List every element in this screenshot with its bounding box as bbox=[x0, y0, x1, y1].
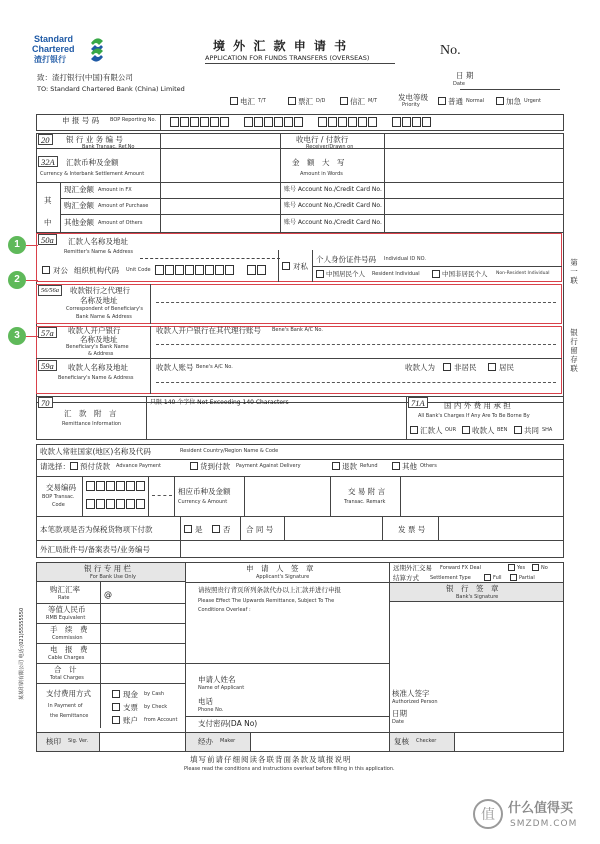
individual-label: 对私 bbox=[293, 262, 308, 271]
settlement-partial-checkbox[interactable] bbox=[510, 574, 517, 581]
bank-signature-label-cn: 银 行 签 章 bbox=[446, 584, 499, 593]
commission-label-cn: 手 续 费 bbox=[50, 625, 88, 634]
bank-copy-label: 银行留存联 bbox=[570, 328, 578, 373]
charges-ben-cn: 收款人 bbox=[472, 426, 495, 435]
pay-check-en: by Check bbox=[144, 704, 168, 710]
digit-cell[interactable] bbox=[220, 117, 229, 127]
charges-our-en: OUR bbox=[445, 427, 457, 433]
digit-cell[interactable] bbox=[175, 265, 184, 275]
forward-no-label: No bbox=[541, 565, 548, 571]
digit-cell[interactable] bbox=[200, 117, 209, 127]
approval-no-label: 外汇局批件号/备案表号/业务编号 bbox=[40, 545, 151, 554]
bop-currency-label-cn: 相应币种及金额 bbox=[178, 487, 231, 496]
bop-number-cells[interactable] bbox=[170, 117, 550, 128]
correspondent-label-en2: Bank Name & Address bbox=[76, 314, 132, 320]
sig-verify-en: Sig. Ver. bbox=[68, 738, 89, 744]
digit-cell[interactable] bbox=[195, 265, 204, 275]
digit-cell[interactable] bbox=[106, 481, 115, 491]
digit-cell[interactable] bbox=[348, 117, 357, 127]
unit-code-label-cn: 组织机构代码 bbox=[74, 266, 119, 275]
printer-info: 某某印刷有限公司 电话:(021)55555550 bbox=[19, 607, 25, 700]
digit-cell[interactable] bbox=[126, 481, 135, 491]
purchase-account-label: 账号 Account No./Credit Card No. bbox=[284, 202, 382, 209]
logo-line2: Chartered bbox=[32, 44, 75, 54]
rate-at-sign: @ bbox=[104, 590, 112, 599]
charges-sha-cn: 共同 bbox=[524, 426, 539, 435]
digit-cell[interactable] bbox=[338, 117, 347, 127]
maker-cn: 经办 bbox=[198, 737, 213, 746]
applicant-signature-label-en: Applicant's Signature bbox=[256, 574, 310, 580]
resident-label-en: Resident Individual bbox=[372, 271, 420, 277]
other-amount-label-en: Amount of Others bbox=[98, 220, 143, 226]
digit-cell[interactable] bbox=[155, 265, 164, 275]
receiver-label-cn: 收电行 / 付款行 bbox=[296, 135, 349, 144]
bene-nonresident-label: 非居民 bbox=[454, 363, 477, 372]
bop-currency-label-en: Currency & Amount bbox=[178, 499, 228, 505]
digit-cell[interactable] bbox=[170, 117, 179, 127]
rate-label-cn: 购汇汇率 bbox=[50, 585, 80, 594]
digit-cell[interactable] bbox=[392, 117, 401, 127]
bonded-yes-label: 是 bbox=[195, 525, 203, 534]
digit-cell[interactable] bbox=[215, 265, 224, 275]
watermark bbox=[472, 796, 596, 836]
digit-cell[interactable] bbox=[264, 117, 273, 127]
bonded-no-label: 否 bbox=[223, 525, 231, 534]
advance-payment-checkbox[interactable] bbox=[70, 462, 78, 470]
authorization-text-en2: Conditions Overleaf : bbox=[198, 607, 251, 613]
char-limit-note: 只限 140 个字位 Not Exceeding 140 Characters bbox=[150, 399, 289, 406]
settlement-full-label: Full bbox=[493, 575, 502, 581]
charges-ben-en: BEN bbox=[497, 427, 508, 433]
forward-fx-label-en: Forward FX Deal bbox=[440, 565, 481, 571]
pay-account-en: from Account bbox=[144, 717, 178, 723]
charges-ben-checkbox[interactable] bbox=[462, 426, 470, 434]
remittance-info-label-en: Remittance Information bbox=[62, 421, 122, 427]
bene-bank-label-en1: Beneficiary's Bank Name bbox=[66, 344, 129, 350]
nonresident-label-cn: 中国非居民个人 bbox=[442, 270, 488, 278]
normal-label-cn: 普通 bbox=[448, 97, 463, 106]
total-label-cn: 合 计 bbox=[54, 665, 77, 674]
urgent-label-cn: 加急 bbox=[506, 97, 521, 106]
annotation-badge-3: 3 bbox=[8, 327, 26, 345]
checker-en: Checker bbox=[416, 738, 437, 744]
notice-en: Please read the conditions and instructions overleaf before filling in this application. bbox=[184, 766, 395, 772]
applicant-name-label-cn: 申请人姓名 bbox=[198, 675, 236, 684]
receiver-label-en: Receiver/Drawn on bbox=[306, 144, 354, 150]
bene-resident-checkbox[interactable] bbox=[488, 363, 496, 371]
pay-cash-checkbox[interactable] bbox=[112, 690, 120, 698]
charges-label-cn: 国 内 外 费 用 承 担 bbox=[444, 401, 511, 410]
rate-label-en: Rate bbox=[58, 595, 70, 601]
auth-date-label-en: Date bbox=[392, 719, 404, 725]
pay-account-cn: 账户 bbox=[123, 716, 138, 725]
id-number-label-cn: 个人身份证件号码 bbox=[316, 255, 376, 264]
forward-yes-label: Yes bbox=[517, 565, 526, 571]
digit-cell[interactable] bbox=[402, 117, 411, 127]
date-label-en: Date bbox=[453, 81, 465, 87]
digit-cell[interactable] bbox=[185, 265, 194, 275]
to-bank-cn: 致：渣打银行(中国)有限公司 bbox=[37, 73, 133, 82]
resident-label-cn: 中国居民个人 bbox=[326, 270, 365, 278]
digit-cell[interactable] bbox=[96, 481, 105, 491]
payment-method-label-cn: 支付费用方式 bbox=[46, 689, 91, 698]
mt-checkbox[interactable] bbox=[340, 97, 348, 105]
digit-cell[interactable] bbox=[116, 499, 125, 509]
fx-account-label: 账号 Account No./Credit Card No. bbox=[284, 186, 382, 193]
field-71a-code: 71A bbox=[408, 397, 428, 408]
digit-cell[interactable] bbox=[96, 499, 105, 509]
resident-individual-checkbox[interactable] bbox=[316, 270, 324, 278]
resident-country-label-en: Resident Country/Region Name & Code bbox=[180, 448, 279, 454]
annotation-badge-2: 2 bbox=[8, 271, 26, 289]
digit-cell[interactable] bbox=[116, 481, 125, 491]
nonresident-label-en: Non-Resident Individual bbox=[496, 271, 550, 276]
authorization-text-cn: 请按照贵行背页所列条款代办以上汇款并进行申报 bbox=[198, 586, 341, 594]
digit-cell[interactable] bbox=[274, 117, 283, 127]
bonded-yes-checkbox[interactable] bbox=[184, 525, 192, 533]
refund-checkbox[interactable] bbox=[332, 462, 340, 470]
nature-select-label: 请选择： bbox=[40, 462, 70, 471]
others-cn: 其他 bbox=[402, 462, 417, 471]
correspondent-label-en1: Correspondent of Beneficiary's bbox=[66, 306, 144, 312]
logo-line1: Standard bbox=[34, 34, 74, 44]
fx-amount-label-cn: 现汇金额 bbox=[64, 185, 94, 194]
bank-ref-label-en: Bank Transac. Ref.No bbox=[82, 144, 135, 150]
remittance-info-label-cn: 汇 款 附 言 bbox=[64, 409, 117, 418]
authorized-label-cn: 核准人签字 bbox=[392, 689, 430, 698]
amount-words-label-cn: 金 额 大 写 bbox=[292, 158, 345, 167]
authorization-text-en1: Please Effect The Upwards Remittance, Subject To The bbox=[198, 598, 335, 604]
tt-label-en: T/T bbox=[258, 98, 266, 104]
correspondent-label-cn2: 名称及地址 bbox=[80, 296, 118, 305]
field-32a-code: 32A bbox=[38, 156, 58, 167]
pay-account-checkbox[interactable] bbox=[112, 716, 120, 724]
digit-cell[interactable] bbox=[86, 499, 95, 509]
digit-cell[interactable] bbox=[86, 481, 95, 491]
normal-label-en: Normal bbox=[466, 98, 485, 104]
field-20-code: 20 bbox=[38, 134, 53, 145]
bene-resident-label: 居民 bbox=[499, 363, 514, 372]
payment-delivery-cn: 货到付款 bbox=[200, 462, 230, 471]
unit-code-cells[interactable] bbox=[155, 265, 275, 276]
form-title-en: APPLICATION FOR FUNDS TRANSFERS (OVERSEAS) bbox=[205, 54, 370, 62]
digit-cell[interactable] bbox=[257, 265, 266, 275]
bene-bank-label-cn2: 名称及地址 bbox=[80, 335, 118, 344]
bop-code-cells-1[interactable] bbox=[86, 481, 146, 492]
forward-fx-label-cn: 远期外汇交易 bbox=[393, 564, 432, 572]
svg-text:值: 值 bbox=[481, 807, 495, 823]
id-number-label-en: Individual ID NO. bbox=[384, 256, 426, 262]
settlement-partial-label: Partial bbox=[519, 575, 535, 581]
payment-method-label-en1: In Payment of bbox=[48, 703, 83, 709]
commission-label-en: Commission bbox=[52, 635, 83, 641]
digit-cell[interactable] bbox=[318, 117, 327, 127]
sig-verify-cn: 核印 bbox=[46, 737, 61, 746]
cable-label-en: Cable Charges bbox=[48, 655, 85, 661]
individual-checkbox[interactable] bbox=[282, 262, 290, 270]
pay-check-checkbox[interactable] bbox=[112, 703, 120, 711]
bop-remark-label-cn: 交 易 附 言 bbox=[348, 487, 386, 496]
settlement-label-cn: 结算方式 bbox=[393, 574, 419, 582]
corporate-label: 对公 bbox=[53, 266, 68, 275]
other-side-label: 其中 bbox=[44, 196, 52, 227]
bop-code-label-en2: Code bbox=[52, 502, 65, 508]
purchase-amount-label-cn: 购汇金额 bbox=[64, 201, 94, 210]
correspondent-label-cn1: 收款银行之代理行 bbox=[70, 286, 130, 295]
field-56a-code: 56/56a bbox=[38, 285, 62, 296]
digit-cell[interactable] bbox=[106, 499, 115, 509]
auth-date-label-cn: 日期 bbox=[392, 709, 407, 718]
digit-cell[interactable] bbox=[165, 265, 174, 275]
applicant-phone-label-cn: 电话 bbox=[198, 697, 213, 706]
bene-bank-acct-label-en: Bene's Bank A/C No. bbox=[272, 327, 323, 333]
form-title-cn: 境 外 汇 款 申 请 书 bbox=[213, 39, 349, 53]
nature-options bbox=[70, 460, 550, 474]
settlement-label-en: Settlement Type bbox=[430, 575, 471, 581]
digit-cell[interactable] bbox=[190, 117, 199, 127]
contract-no-label: 合 同 号 bbox=[246, 525, 274, 534]
checker-cn: 复核 bbox=[394, 737, 409, 746]
field-59a-code: 59a bbox=[38, 360, 57, 371]
urgent-checkbox[interactable] bbox=[496, 97, 504, 105]
total-label-en: Total Charges bbox=[50, 675, 84, 681]
forward-no-checkbox[interactable] bbox=[532, 564, 539, 571]
bop-code-cells-2[interactable] bbox=[86, 499, 146, 510]
resident-country-label-cn: 收款人常驻国家(地区)名称及代码 bbox=[40, 447, 151, 456]
digit-cell[interactable] bbox=[180, 117, 189, 127]
other-account-label: 账号 Account No./Credit Card No. bbox=[284, 219, 382, 226]
amount-words-label-en: Amount in Words bbox=[300, 171, 343, 177]
applicant-signature-label-cn: 申 请 人 签 章 bbox=[246, 564, 314, 573]
invoice-no-label: 发 票 号 bbox=[398, 525, 426, 534]
date-label-cn: 日 期 bbox=[456, 71, 474, 80]
authorized-label-en: Authorized Person bbox=[392, 699, 438, 705]
bop-remark-label-en: Transac. Remark bbox=[344, 499, 386, 505]
others-en: Others bbox=[420, 463, 437, 469]
bene-acct-label-cn: 收款人账号 bbox=[156, 363, 194, 372]
unit-code-label-en: Unit Code bbox=[126, 267, 151, 273]
mt-label-en: M/T bbox=[368, 98, 378, 104]
digit-cell[interactable] bbox=[422, 117, 431, 127]
bonded-goods-label: 本笔款项是否为保税货物项下付款 bbox=[40, 525, 153, 534]
bop-code-label-en1: BOP Transac. bbox=[42, 494, 75, 500]
corporate-checkbox[interactable] bbox=[42, 266, 50, 274]
digit-cell[interactable] bbox=[294, 117, 303, 127]
remitter-label-en: Remitter's Name & Address bbox=[64, 249, 133, 255]
charges-sha-en: SHA bbox=[542, 427, 553, 433]
rmb-label-en: RMB Equivalent bbox=[46, 615, 86, 621]
charges-sha-checkbox[interactable] bbox=[514, 426, 522, 434]
digit-cell[interactable] bbox=[210, 117, 219, 127]
watermark-cn: 什么值得买 bbox=[508, 801, 574, 816]
digit-cell[interactable] bbox=[328, 117, 337, 127]
priority-label-en: Priority bbox=[402, 102, 420, 108]
transfer-method-row bbox=[230, 95, 560, 109]
rmb-label-cn: 等值人民币 bbox=[48, 605, 86, 614]
fx-amount-label-en: Amount in FX bbox=[98, 187, 132, 193]
bop-label-en: BOP Reporting No. bbox=[110, 117, 157, 123]
field-70-code: 70 bbox=[38, 397, 53, 408]
digit-cell[interactable] bbox=[244, 117, 253, 127]
refund-en: Refund bbox=[360, 463, 378, 469]
mt-label-cn: 信汇 bbox=[350, 97, 365, 106]
bop-label-cn: 申 报 号 码 bbox=[62, 116, 100, 125]
advance-payment-cn: 预付货款 bbox=[80, 462, 110, 471]
payment-delivery-checkbox[interactable] bbox=[190, 462, 198, 470]
dd-label-cn: 票汇 bbox=[298, 97, 313, 106]
other-amount-label-cn: 其他金额 bbox=[64, 218, 94, 227]
standard-chartered-icon bbox=[88, 35, 106, 65]
bene-type-label: 收款人为 bbox=[405, 363, 435, 372]
notice-cn: 填写前请仔细阅读各联背面条款及填报说明 bbox=[190, 755, 352, 764]
bank-use-label-en: For Bank Use Only bbox=[90, 574, 136, 580]
dd-label-en: D/D bbox=[316, 98, 326, 104]
beneficiary-label-en: Beneficiary's Name & Address bbox=[58, 375, 134, 381]
payment-delivery-en: Payment Against Delivery bbox=[236, 463, 301, 469]
bonded-no-checkbox[interactable] bbox=[212, 525, 220, 533]
tt-checkbox[interactable] bbox=[230, 97, 238, 105]
bop-code-label-cn: 交易编码 bbox=[46, 483, 76, 492]
forward-yes-checkbox[interactable] bbox=[508, 564, 515, 571]
purchase-amount-label-en: Amount of Purchase bbox=[98, 203, 149, 209]
currency-label-cn: 汇款币种及金额 bbox=[66, 158, 119, 167]
digit-cell[interactable] bbox=[136, 499, 145, 509]
digit-cell[interactable] bbox=[284, 117, 293, 127]
digit-cell[interactable] bbox=[254, 117, 263, 127]
tt-label-cn: 电汇 bbox=[240, 97, 255, 106]
copy-number-label: 第一联 bbox=[570, 258, 578, 285]
applicant-name-label-en: Name of Applicant bbox=[198, 685, 245, 691]
watermark-en: SMZDM.COM bbox=[510, 819, 578, 829]
dd-checkbox[interactable] bbox=[288, 97, 296, 105]
priority-label-cn: 发电等级 bbox=[398, 93, 428, 102]
bene-bank-label-en2: & Address bbox=[88, 351, 114, 357]
bank-signature-label-en: Bank's Signature bbox=[456, 594, 499, 600]
digit-cell[interactable] bbox=[358, 117, 367, 127]
bene-acct-label-en: Bene's A/C No. bbox=[196, 364, 233, 370]
digit-cell[interactable] bbox=[412, 117, 421, 127]
bank-logo bbox=[30, 35, 110, 67]
applicant-phone-label-en: Phone No. bbox=[198, 707, 224, 713]
advance-payment-en: Advance Payment bbox=[116, 463, 162, 469]
normal-checkbox[interactable] bbox=[438, 97, 446, 105]
bene-bank-acct-label-cn: 收款人开户银行在其代理行账号 bbox=[156, 326, 261, 335]
smzdm-icon bbox=[472, 798, 504, 830]
charges-our-checkbox[interactable] bbox=[410, 426, 418, 434]
digit-cell[interactable] bbox=[136, 481, 145, 491]
settlement-full-checkbox[interactable] bbox=[484, 574, 491, 581]
digit-cell[interactable] bbox=[126, 499, 135, 509]
form-number-label: No. bbox=[440, 43, 461, 58]
nonresident-individual-checkbox[interactable] bbox=[432, 270, 440, 278]
payment-method-label-en2: the Remittance bbox=[50, 713, 89, 719]
logo-cn: 渣打银行 bbox=[34, 55, 66, 64]
bene-nonresident-checkbox[interactable] bbox=[443, 363, 451, 371]
pay-cash-cn: 现金 bbox=[123, 690, 138, 699]
bank-use-label-cn: 银 行 专 用 栏 bbox=[84, 564, 132, 573]
maker-en: Maker bbox=[220, 738, 236, 744]
da-number-label: 支付密码(DA No) bbox=[198, 719, 258, 728]
beneficiary-label-cn: 收款人名称及地址 bbox=[68, 363, 128, 372]
digit-cell[interactable] bbox=[247, 265, 256, 275]
urgent-label-en: Urgent bbox=[524, 98, 542, 104]
digit-cell[interactable] bbox=[205, 265, 214, 275]
bank-ref-label-cn: 银 行 业 务 编 号 bbox=[66, 135, 123, 144]
field-57a-code: 57a bbox=[38, 327, 57, 338]
field-50a-code: 50a bbox=[38, 234, 57, 245]
annotation-badge-1: 1 bbox=[8, 236, 26, 254]
charges-label-en: All Bank's Charges If Any Are To Be Borne By bbox=[418, 413, 530, 419]
pay-check-cn: 支票 bbox=[123, 703, 138, 712]
bene-bank-label-cn1: 收款人开户银行 bbox=[68, 326, 121, 335]
others-checkbox[interactable] bbox=[392, 462, 400, 470]
currency-label-en: Currency & Interbank Settlement Amount bbox=[40, 171, 145, 177]
digit-cell[interactable] bbox=[368, 117, 377, 127]
remitter-label-cn: 汇款人名称及地址 bbox=[68, 237, 128, 246]
pay-cash-en: by Cash bbox=[144, 691, 165, 697]
charges-our-cn: 汇款人 bbox=[420, 426, 443, 435]
to-bank-en: TO: Standard Chartered Bank (China) Limited bbox=[37, 85, 185, 93]
digit-cell[interactable] bbox=[225, 265, 234, 275]
refund-cn: 退款 bbox=[342, 462, 357, 471]
cable-label-cn: 电 报 费 bbox=[50, 645, 88, 654]
